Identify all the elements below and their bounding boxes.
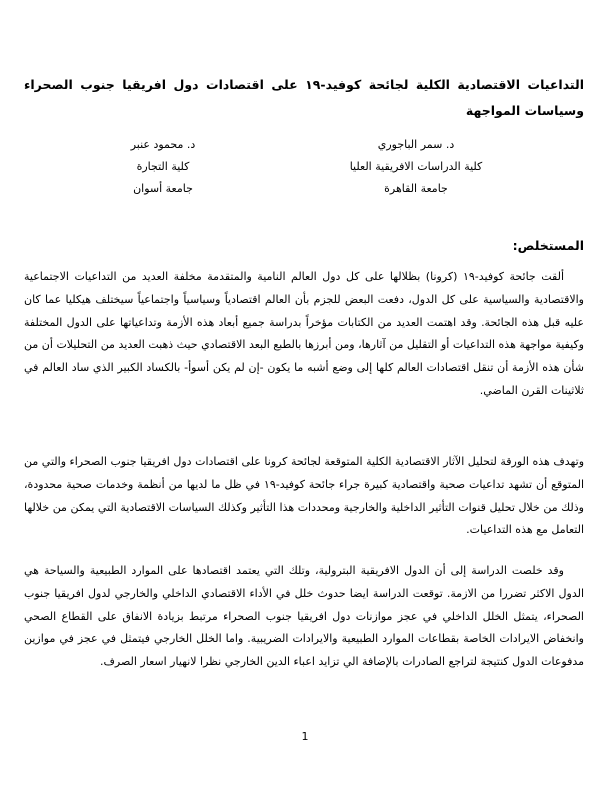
author-name: د. سمر الباجوري [377, 138, 455, 151]
paper-title: التداعيات الاقتصادية الكلية لجائحة كوفيد-١٩ على اقتصادات دول افريقيا جنوب الصحراء وسياسات المواجهة [24, 77, 584, 118]
author-affiliation: كلية التجارة [136, 160, 190, 173]
author-block-second [88, 134, 238, 200]
author-university: جامعة القاهرة [384, 182, 448, 195]
abstract-paragraph: وقد خلصت الدراسة إلى أن الدول الافريقية البترولية، وتلك التي يعتمد اقتصادها على الموارد الطبيعية والسياحة هي الدول الاكثر تضررا من الازمة. توقعت الدراسة ايضا حدوث خلل في الأداء الاقتصادي الداخلي والخارجي لدول افريقيا جنوب الصحراء، يتمثل الخلل الداخلي في عجز موازنات دول افريقيا جنوب الصحراء مرتبط بزيادة الانفاق على القطاع الصحي وانخفاض الايرادات الخاصة بقطاعات الموارد الطبيعية والايرادات الضريبية. واما الخلل الخارجي فيتمثل في عجز في موازين مدفوعات الدول كنتيجة لتراجع الصادرات بالإضافة الي تزايد اعباء الدين الخارجي نظرا لانهيار اسعار الصرف. [24, 564, 584, 669]
abstract-paragraph: وتهدف هذه الورقة لتحليل الآثار الاقتصادية الكلية المتوقعة لجائحة كرونا على اقتصادات دول افريقيا جنوب الصحراء والتي من المتوقع أن تشهد تداعيات صحية واقتصادية كبيرة جراء جائحة كوفيد-١٩ في ظل ما لديها من أنظمة وخدمات صحية محدودة، وذلك من خلال تحليل قنوات التأثير الداخلية والخارجية ومحددات هذا التأثير وكذلك السياسات الاقتصادية التي يمكن من خلالها التعامل مع هذه التداعيات. [24, 455, 584, 537]
author-affiliation: كلية الدراسات الافريقية العليا [349, 160, 483, 173]
author-name: د. محمود عنبر [130, 138, 196, 151]
page-number: 1 [301, 730, 309, 743]
author-block-first [316, 134, 516, 200]
abstract-heading: المستخلص: [512, 238, 584, 253]
abstract-paragraph: ألقت جائحة كوفيد-١٩ (كرونا) بظلالها على كل دول العالم النامية والمتقدمة مخلفة العديد من التداعيات الاجتماعية والاقتصادية والسياسية على كل الدول، دفعت البعض للجزم بأن العالم اقتصادياً وسياسياً واجتماعياً سيختلف هيكليا عما كان عليه قبل هذه الجائحة. وقد اهتمت العديد من الكتابات مؤخراً بدراسة جميع أبعاد هذه الأزمة وتداعياتها على الدول المختلفة وكيفية مواجهة هذه التداعيات أو التقليل من آثارها، ومن أبرزها بالطبع البعد الاقتصادي حيث ذهبت العديد من التحليلات أن من شأن هذه الأزمة أن تنقل اقتصادات العالم كلها إلى وضع أشبه ما يكون -إن لم يكن أسوأ- بالكساد الكبير الذي ساد العالم في ثلاثينات القرن الماضي. [24, 270, 584, 397]
author-university: جامعة أسوان [133, 182, 193, 195]
